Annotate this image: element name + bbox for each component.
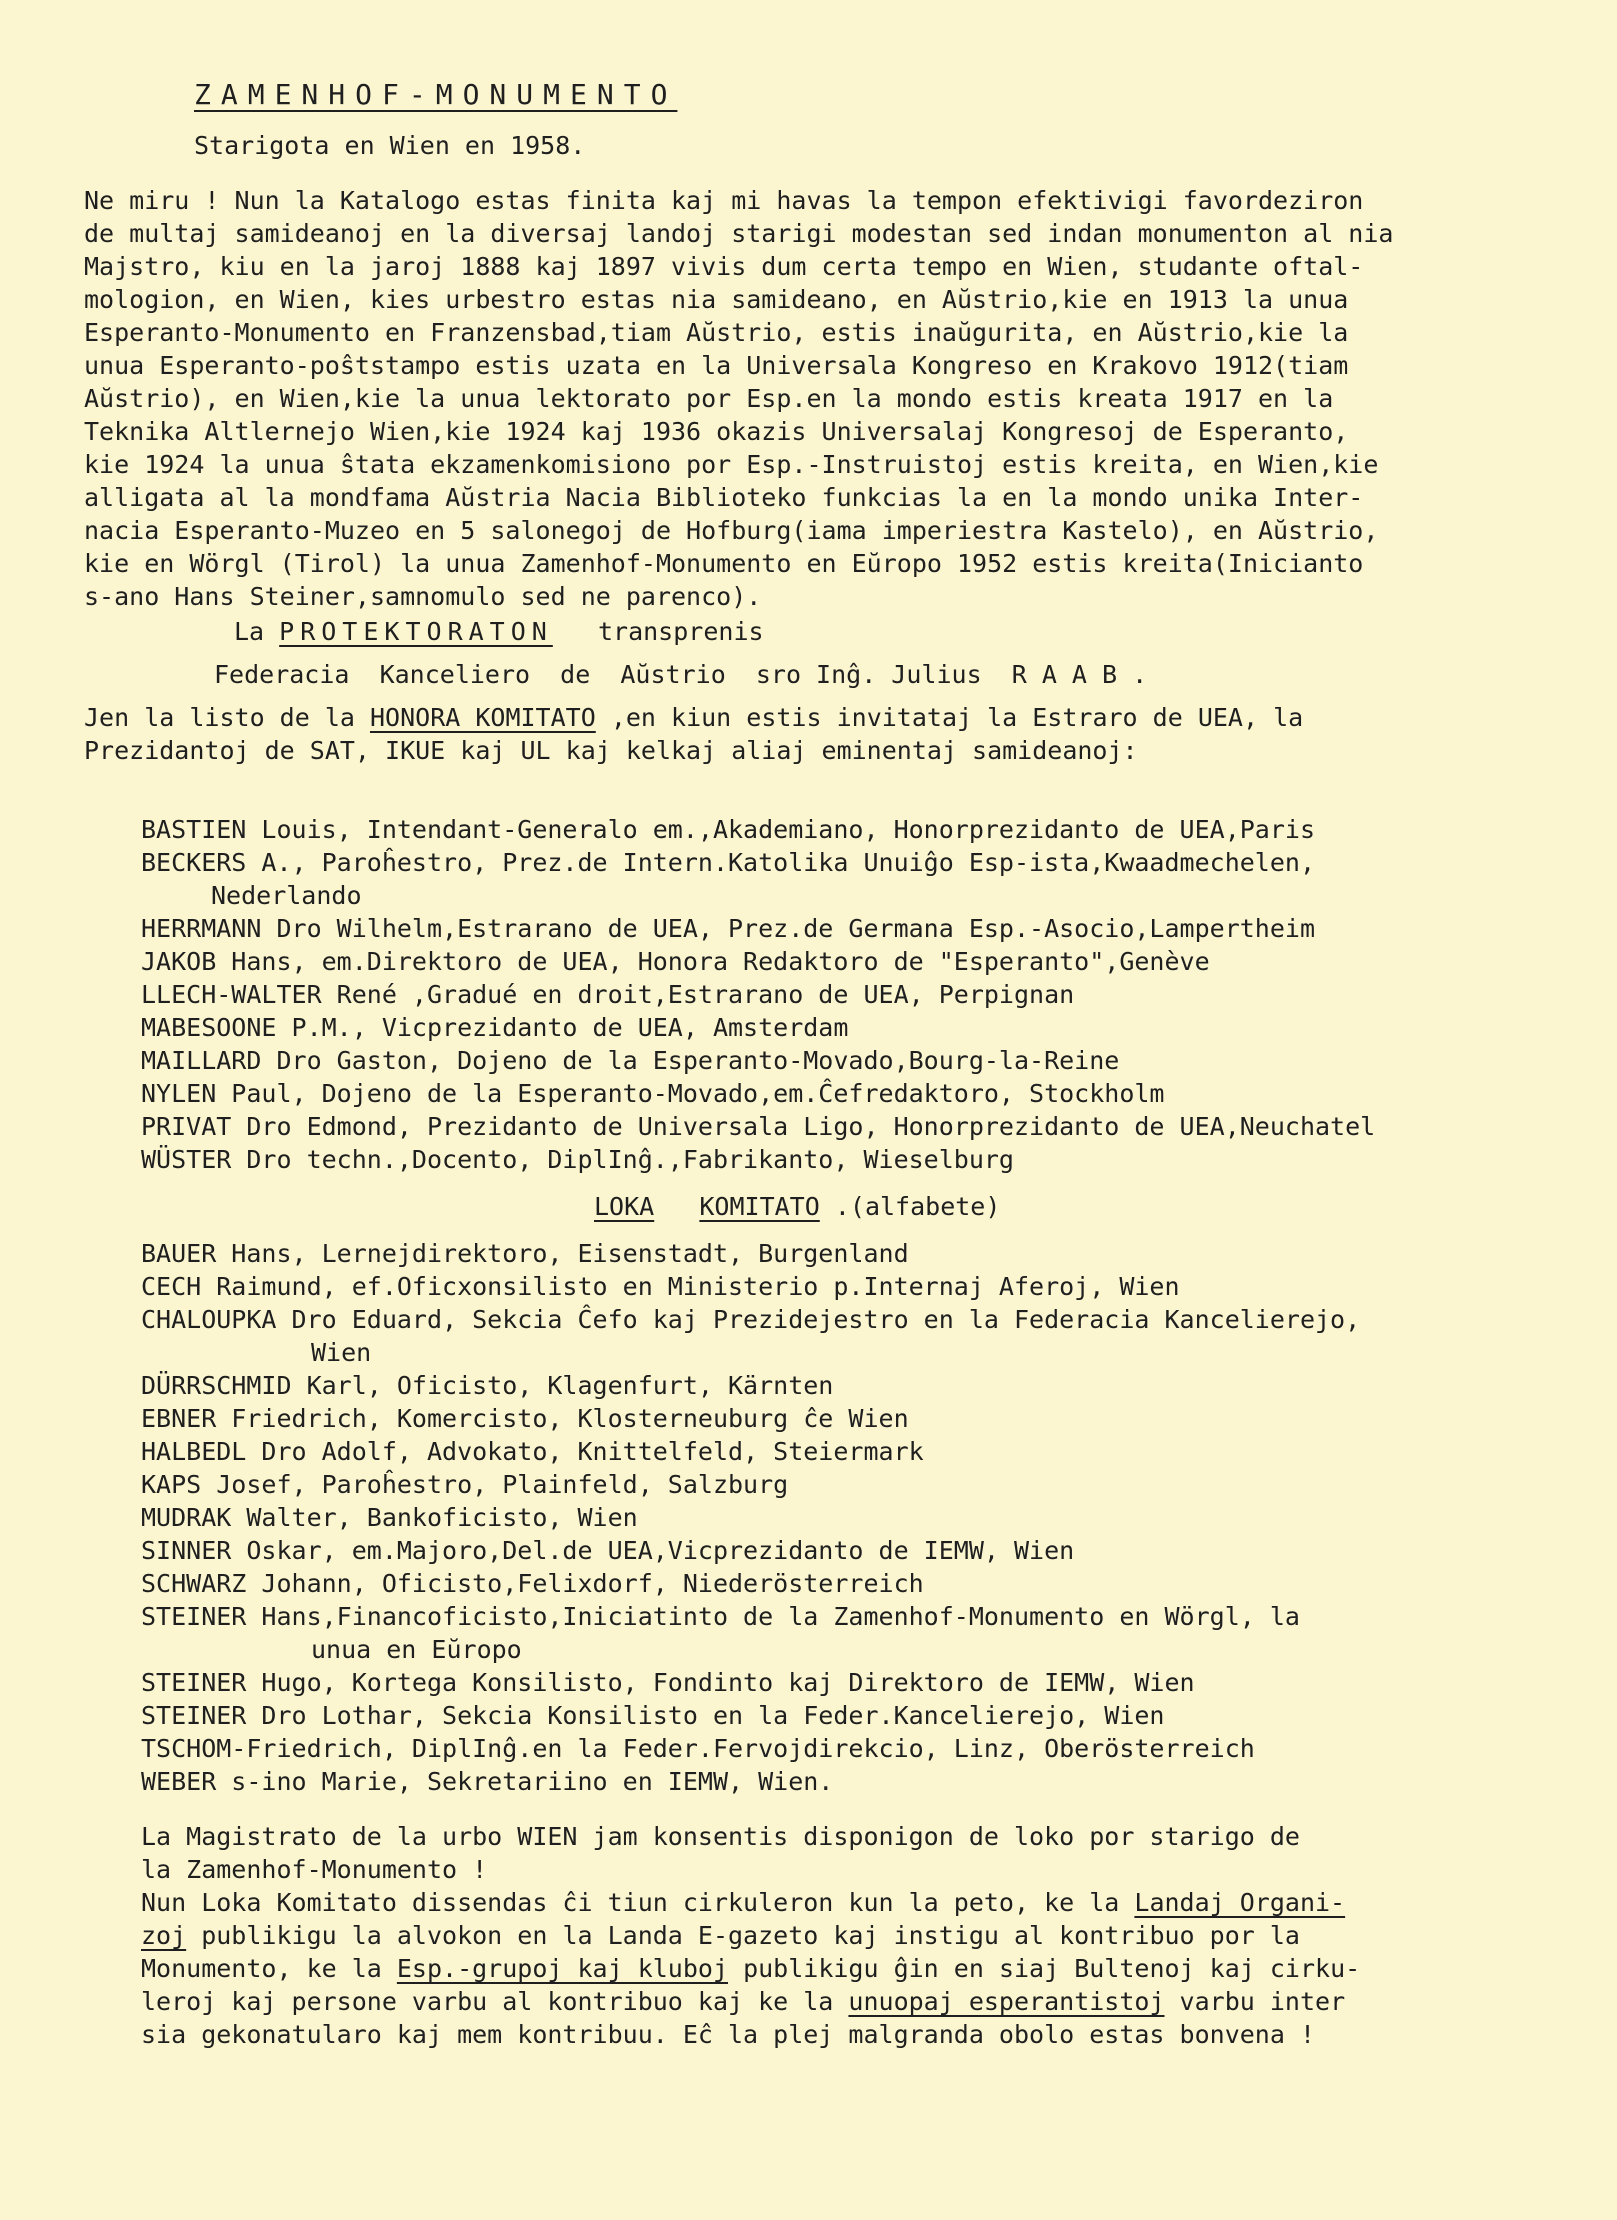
closing-line: la Zamenhof-Monumento ! — [141, 1855, 488, 1884]
list-item-continuation: Nederlando — [211, 881, 362, 910]
loka-komitato-list — [84, 1237, 1547, 1798]
underlined-phrase: zoj — [141, 1921, 187, 1950]
list-item: STEINER Hans,Financoficisto,Iniciatinto de la Zamenhof-Monumento en Wörgl, la — [141, 1602, 1300, 1631]
honora-komitato-word: HONORA KOMITATO — [369, 703, 596, 732]
list-item: TSCHOM-Friedrich, DiplInĝ.en la Feder.Fervojdirekcio, Linz, Oberösterreich — [141, 1734, 1255, 1763]
intro-line: Majstro, kiu en la jaroj 1888 kaj 1897 vivis dum certa tempo en Wien, studante oftal- — [84, 252, 1364, 281]
intro-line: Aŭstrio), en Wien,kie la unua lektorato por Esp.en la mondo estis kreata 1917 en la — [84, 384, 1334, 413]
closing-line: sia gekonatularo kaj mem kontribuu. Eĉ la plej malgranda obolo estas bonvena ! — [141, 2020, 1315, 2049]
closing-text: Monumento, ke la — [141, 1954, 397, 1983]
intro-line: alligata al la mondfama Aŭstria Nacia Biblioteko funkcias la en la mondo unika Inter- — [84, 483, 1364, 512]
list-item: SINNER Oskar, em.Majoro,Del.de UEA,Vicprezidanto de IEMW, Wien — [141, 1536, 1075, 1565]
honora-intro-line1 — [84, 701, 1547, 734]
underlined-phrase: unuopaj esperantistoj — [848, 1987, 1165, 2016]
closing-text: leroj kaj persone varbu al kontribuo kaj ke la — [141, 1987, 849, 2016]
closing-line — [141, 1919, 1547, 1952]
intro-line: kie en Wörgl (Tirol) la unua Zamenhof-Monumento en Eŭropo 1952 estis kreita(Inicianto — [84, 549, 1364, 578]
closing-paragraph — [84, 1820, 1547, 2051]
protektorato-word: PROTEKTORATON — [279, 617, 553, 646]
protektorato-line — [234, 615, 1547, 648]
closing-line — [141, 1952, 1547, 1985]
list-item: KAPS Josef, Paroĥestro, Plainfeld, Salzburg — [141, 1470, 789, 1499]
intro-line: nacia Esperanto-Muzeo en 5 salonegoj de Hofburg(iama imperiestra Kastelo), en Aŭstrio, — [84, 516, 1379, 545]
list-item: BAUER Hans, Lernejdirektoro, Eisenstadt, Burgenland — [141, 1239, 909, 1268]
protektorato-suffix: transprenis — [552, 617, 764, 646]
list-item-continuation: Wien — [311, 1338, 372, 1367]
intro-line: kie 1924 la unua ŝtata ekzamenkomisiono por Esp.-Instruistoj estis kreita, en Wien,kie — [84, 450, 1379, 479]
list-item: STEINER Hugo, Kortega Konsilisto, Fondinto kaj Direktoro de IEMW, Wien — [141, 1668, 1195, 1697]
list-item: HALBEDL Dro Adolf, Advokato, Knittelfeld, Steiermark — [141, 1437, 924, 1466]
intro-line: Teknika Altlernejo Wien,kie 1924 kaj 1936 okazis Universalaj Kongresoj de Esperanto, — [84, 417, 1349, 446]
document-subtitle — [194, 129, 1547, 162]
underlined-phrase: Landaj Organi- — [1134, 1888, 1346, 1917]
list-item: BASTIEN Louis, Intendant-Generalo em.,Akademiano, Honorprezidanto de UEA,Paris — [141, 815, 1315, 844]
intro-line: unua Esperanto-poŝtstampo estis uzata en la Universala Kongreso en Krakovo 1912(tiam — [84, 351, 1349, 380]
subtitle-text: Starigota en Wien en 1958. — [194, 131, 586, 160]
list-item: MAILLARD Dro Gaston, Dojeno de la Esperanto-Movado,Bourg-la-Reine — [141, 1046, 1120, 1075]
list-item-continuation: unua en Eŭropo — [311, 1635, 522, 1664]
title-text: ZAMENHOF-MONUMENTO — [194, 78, 678, 111]
list-item: SCHWARZ Johann, Oficisto,Felixdorf, Niederösterreich — [141, 1569, 924, 1598]
closing-text: varbu inter — [1164, 1987, 1346, 2016]
intro-line: de multaj samideanoj en la diversaj landoj starigi modestan sed indan monumenton al nia — [84, 219, 1394, 248]
list-item: JAKOB Hans, em.Direktoro de UEA, Honora Redaktoro de "Esperanto",Genève — [141, 947, 1210, 976]
komitato-word: KOMITATO — [699, 1192, 820, 1221]
protektorato-prefix: La — [234, 617, 280, 646]
loka-komitato-heading — [594, 1190, 1547, 1223]
list-item: LLECH-WALTER René ,Gradué en droit,Estrarano de UEA, Perpignan — [141, 980, 1075, 1009]
closing-text: publikigu la alvokon en la Landa E-gazeto kaj instigu al kontribuo por la — [186, 1921, 1300, 1950]
list-item: WEBER s-ino Marie, Sekretariino en IEMW, Wien. — [141, 1767, 834, 1796]
closing-text: publikigu ĝin en siaj Bultenoj kaj cirku- — [728, 1954, 1361, 1983]
closing-line — [141, 1985, 1547, 2018]
list-item: EBNER Friedrich, Komercisto, Klosterneuburg ĉe Wien — [141, 1404, 909, 1433]
honora-intro-suffix: ,en kiun estis invitataj la Estraro de UEA, la — [595, 703, 1304, 732]
intro-paragraph — [84, 184, 1547, 613]
intro-line: Ne miru ! Nun la Katalogo estas finita kaj mi havas la tempon efektivigi favordeziron — [84, 186, 1364, 215]
closing-line — [141, 1886, 1547, 1919]
list-item: MABESOONE P.M., Vicprezidanto de UEA, Amsterdam — [141, 1013, 849, 1042]
loka-heading-suffix: .(alfabete) — [819, 1192, 1001, 1221]
list-item: PRIVAT Dro Edmond, Prezidanto de Universala Ligo, Honorprezidanto de UEA,Neuchatel — [141, 1112, 1376, 1141]
honora-intro-prefix: Jen la listo de la — [84, 703, 370, 732]
list-item: DÜRRSCHMID Karl, Oficisto, Klagenfurt, Kärnten — [141, 1371, 834, 1400]
closing-line: La Magistrato de la urbo WIEN jam konsentis disponigon de loko por starigo de — [141, 1822, 1300, 1851]
honora-intro-line2: Prezidantoj de SAT, IKUE kaj UL kaj kelkaj aliaj eminentaj samideanoj: — [84, 736, 1138, 765]
underlined-phrase: Esp.-grupoj kaj kluboj — [396, 1954, 729, 1983]
document-title — [194, 78, 1547, 111]
list-item: HERRMANN Dro Wilhelm,Estrarano de UEA, Prez.de Germana Esp.-Asocio,Lampertheim — [141, 914, 1315, 943]
federacia-line: Federacia Kanceliero de Aŭstrio sro Inĝ. Julius R A A B . — [214, 660, 1148, 689]
honora-intro — [84, 701, 1547, 767]
honora-komitato-list — [84, 813, 1547, 1176]
list-item: CECH Raimund, ef.Oficxonsilisto en Ministerio p.Internaj Aferoj, Wien — [141, 1272, 1180, 1301]
list-item: STEINER Dro Lothar, Sekcia Konsilisto en la Feder.Kancelierejo, Wien — [141, 1701, 1165, 1730]
list-item: CHALOUPKA Dro Eduard, Sekcia Ĉefo kaj Prezidejestro en la Federacia Kancelierejo, — [141, 1305, 1361, 1334]
list-item: MUDRAK Walter, Bankoficisto, Wien — [141, 1503, 638, 1532]
list-item: NYLEN Paul, Dojeno de la Esperanto-Movado,em.Ĉefredaktoro, Stockholm — [141, 1079, 1165, 1108]
list-item: BECKERS A., Paroĥestro, Prez.de Intern.Katolika Unuiĝo Esp-ista,Kwaadmechelen, — [141, 848, 1315, 877]
list-item: WÜSTER Dro techn.,Docento, DiplInĝ.,Fabrikanto, Wieselburg — [141, 1145, 1014, 1174]
loka-word: LOKA — [594, 1192, 655, 1221]
intro-line: s-ano Hans Steiner,samnomulo sed ne parenco). — [84, 582, 762, 611]
intro-line: Esperanto-Monumento en Franzensbad,tiam Aŭstrio, estis inaŭgurita, en Aŭstrio,kie la — [84, 318, 1349, 347]
intro-line: mologion, en Wien, kies urbestro estas nia samideano, en Aŭstrio,kie en 1913 la unua — [84, 285, 1349, 314]
closing-text: Nun Loka Komitato dissendas ĉi tiun cirkuleron kun la peto, ke la — [141, 1888, 1135, 1917]
